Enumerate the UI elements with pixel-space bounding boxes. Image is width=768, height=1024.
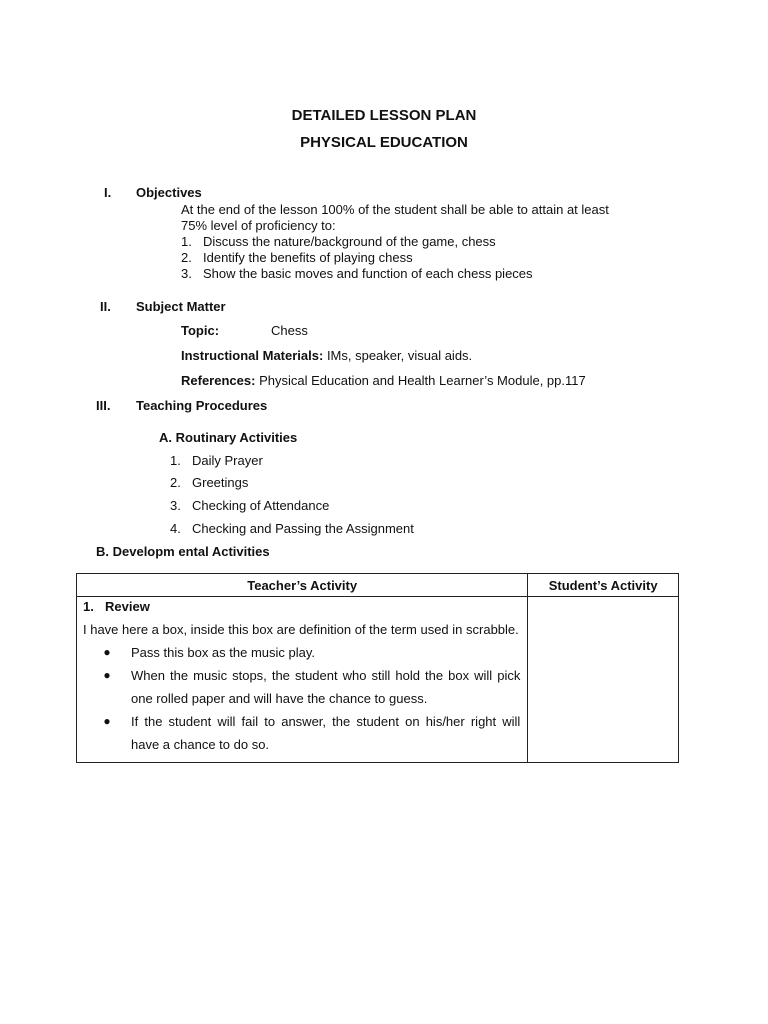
student-activity-header: Student’s Activity	[528, 574, 679, 597]
teacher-activity-header: Teacher’s Activity	[77, 574, 528, 597]
section-numeral-procedures: III.	[96, 398, 111, 413]
objective-item-text: Discuss the nature/background of the game, chess	[203, 234, 496, 249]
routinary-item	[170, 475, 248, 491]
routinary-item	[170, 521, 414, 537]
document-subtitle: PHYSICAL EDUCATION	[300, 134, 468, 151]
topic-value: Chess	[271, 323, 308, 338]
review-number: 1.	[83, 599, 94, 614]
section-numeral-objectives: I.	[104, 185, 112, 200]
routinary-item-number: 4.	[170, 521, 181, 536]
routinary-item	[170, 453, 263, 469]
review-title-text: Review	[105, 599, 150, 614]
references-row	[181, 373, 586, 389]
bullet-text: If the student will fail to answer, the student on his/her right will have a chance to do so.	[131, 714, 521, 752]
list-item	[83, 641, 520, 664]
objective-item-number: 1.	[181, 234, 192, 249]
routinary-item-text: Checking of Attendance	[192, 498, 330, 513]
bullet-icon: ●	[103, 714, 111, 728]
list-item	[83, 710, 520, 756]
review-intro: I have here a box, inside this box are definition of the term used in scrabble.	[83, 622, 519, 637]
objective-item	[181, 234, 496, 250]
materials-row	[181, 348, 472, 364]
table-header-row	[77, 574, 679, 597]
objective-item	[181, 250, 413, 266]
table-row	[77, 597, 679, 763]
review-title	[83, 599, 520, 615]
list-item	[83, 664, 520, 710]
routinary-item-text: Daily Prayer	[192, 453, 263, 468]
bullet-icon: ●	[103, 668, 111, 682]
bullet-icon: ●	[103, 645, 111, 659]
objective-item-number: 3.	[181, 266, 192, 281]
materials-value: IMs, speaker, visual aids.	[326, 348, 473, 363]
section-heading-subject-matter: Subject Matter	[136, 299, 226, 314]
routinary-item-number: 3.	[170, 498, 181, 513]
routinary-item	[170, 498, 329, 514]
student-activity-cell	[528, 597, 679, 763]
section-heading-objectives: Objectives	[136, 185, 202, 200]
objective-item-text: Show the basic moves and function of each chess pieces	[203, 266, 533, 281]
routinary-item-number: 2.	[170, 475, 181, 490]
bullet-text: Pass this box as the music play.	[131, 645, 316, 660]
section-heading-procedures: Teaching Procedures	[136, 398, 268, 413]
bullet-text: When the music stops, the student who still hold the box will pick one rolled paper and will have the chance to guess.	[131, 668, 521, 706]
objective-item	[181, 266, 533, 282]
objectives-intro-line2: 75% level of proficiency to:	[181, 218, 336, 233]
developmental-activities-heading: B. Developm ental Activities	[96, 544, 270, 559]
materials-label: Instructional Materials:	[181, 348, 324, 363]
routinary-item-number: 1.	[170, 453, 181, 468]
section-numeral-subject-matter: II.	[100, 299, 111, 314]
routinary-item-text: Greetings	[192, 475, 249, 490]
teacher-activity-cell	[77, 597, 528, 763]
topic-row	[181, 323, 219, 339]
objective-item-number: 2.	[181, 250, 192, 265]
topic-label: Topic:	[181, 323, 220, 338]
routinary-item-text: Checking and Passing the Assignment	[192, 521, 414, 536]
references-label: References:	[181, 373, 256, 388]
document-title: DETAILED LESSON PLAN	[291, 107, 477, 124]
references-value: Physical Education and Health Learner’s Module, pp.117	[259, 373, 586, 388]
objective-item-text: Identify the benefits of playing chess	[203, 250, 413, 265]
routinary-activities-heading: A. Routinary Activities	[159, 430, 298, 445]
objectives-intro-line1: At the end of the lesson 100% of the student shall be able to attain at least	[181, 202, 609, 217]
activity-table	[76, 573, 679, 763]
